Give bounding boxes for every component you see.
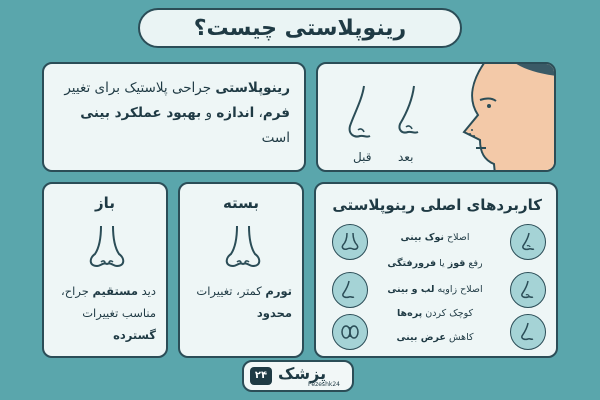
nose-before-icon <box>344 84 378 148</box>
definition-card <box>42 62 306 172</box>
closed-rhinoplasty-card <box>178 182 304 358</box>
nose-bridge-icon <box>510 272 546 308</box>
brand-logo <box>242 360 354 392</box>
nostrils-icon <box>332 314 368 350</box>
label-before: قبل <box>353 150 372 164</box>
open-desc-2: مستقیم <box>92 284 138 298</box>
open-description <box>52 280 156 346</box>
definition-text <box>52 76 290 151</box>
term-form: فرم <box>262 105 290 121</box>
closed-desc-2: کمتر، تغییرات <box>196 284 266 298</box>
use-2-pre: اصلاح زاویه <box>434 284 483 295</box>
use-item-hump <box>376 258 494 269</box>
logo-subtext: Pezeshk24 <box>308 381 340 388</box>
nose-width-icon <box>510 314 546 350</box>
open-title: باز <box>95 194 115 212</box>
def-part-2: جراحی پلاستیک برای تغییر <box>64 80 216 96</box>
face-profile-icon <box>450 62 556 172</box>
nose-after-icon <box>392 84 426 148</box>
page-title: رینوپلاستی چیست؟ <box>193 15 407 41</box>
term-function: بهبود عملکرد بینی <box>80 105 202 121</box>
logo-brand: پزشک <box>278 364 327 383</box>
use-1-bold2: فرورفتگی <box>387 258 437 269</box>
use-item-width <box>376 332 494 343</box>
use-0-bold: نوک بینی <box>400 232 444 243</box>
nose-profile-icon <box>332 272 368 308</box>
closed-desc-3: محدود <box>256 306 292 320</box>
closed-desc-1: تورم <box>265 284 292 298</box>
use-item-ala <box>376 308 494 319</box>
open-desc-3: جراح، مناسب تغییرات <box>61 284 156 320</box>
closed-description <box>188 280 292 324</box>
use-3-bold: پره‌ها <box>396 308 423 319</box>
open-desc-1: دید <box>137 284 156 298</box>
comparison-card <box>316 62 556 172</box>
uses-title: کاربردهای اصلی رینوپلاستی <box>332 196 542 214</box>
label-after: بعد <box>398 150 414 164</box>
use-1-bold: قوز <box>447 258 466 269</box>
nose-front-icon <box>223 224 263 270</box>
use-4-bold: عرض بینی <box>396 332 446 343</box>
use-item-tip <box>376 232 494 243</box>
term-size: اندازه <box>216 105 255 121</box>
use-3-pre: کوچک کردن <box>422 308 474 319</box>
use-4-pre: کاهش <box>445 332 474 343</box>
open-rhinoplasty-card <box>42 182 168 358</box>
def-part-8: است <box>261 130 290 146</box>
nose-tip-icon <box>332 224 368 260</box>
nose-front-icon <box>87 224 127 270</box>
use-1-post: یا <box>436 258 448 269</box>
def-part-4: ، <box>254 105 263 121</box>
use-1-pre: رفع <box>465 258 483 269</box>
term-rhinoplasty: رینوپلاستی <box>215 80 290 96</box>
uses-card <box>314 182 558 358</box>
def-part-6: و <box>201 105 217 121</box>
open-desc-4: گسترده <box>113 328 156 342</box>
closed-title: بسته <box>222 194 260 212</box>
use-2-bold: لب و بینی <box>387 284 435 295</box>
logo-badge: ۲۴ <box>250 367 272 385</box>
use-item-angle <box>376 284 494 295</box>
use-0-pre: اصلاح <box>443 232 470 243</box>
nose-side-icon <box>510 224 546 260</box>
title-banner <box>138 8 462 48</box>
